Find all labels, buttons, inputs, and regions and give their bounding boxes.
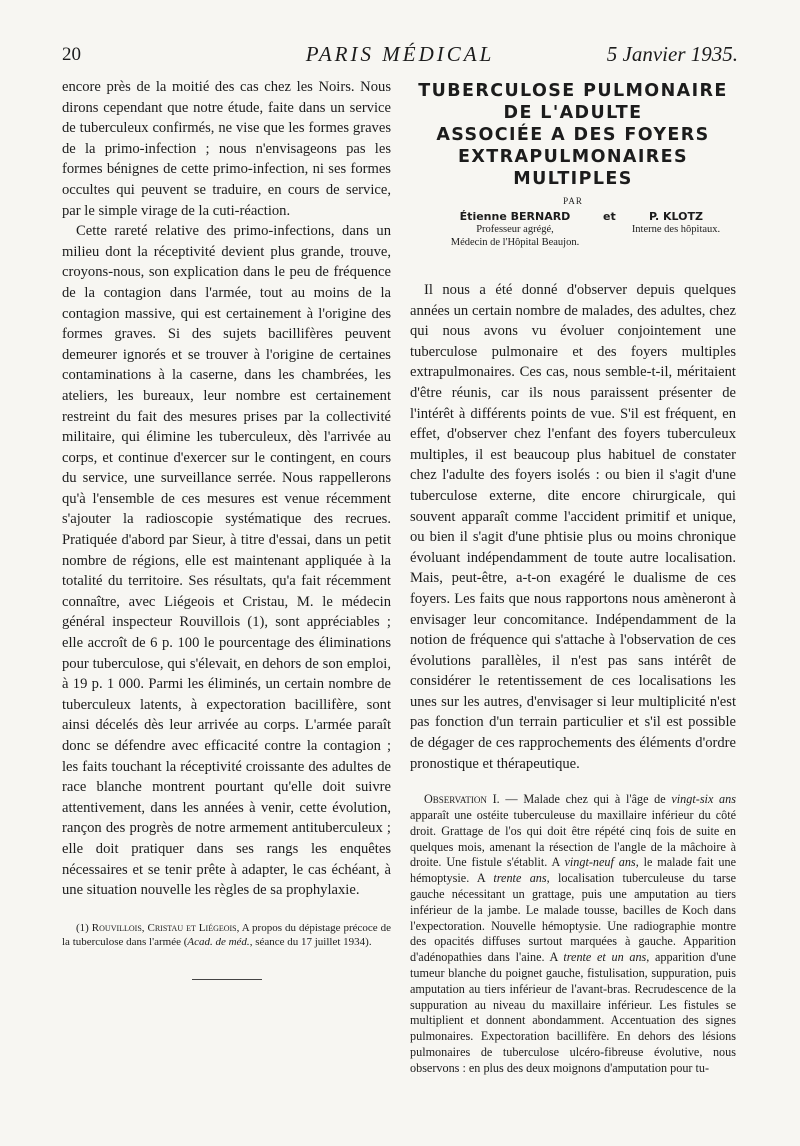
journal-title: PARIS MÉDICAL bbox=[305, 42, 495, 66]
observation-label: Observation I. bbox=[424, 792, 500, 807]
issue-date: 5 Janvier 1935. bbox=[606, 42, 738, 66]
author-conjunction: et bbox=[603, 210, 616, 223]
paragraph: encore près de la moitié des cas chez les Noirs. Nous dirons cependant que notre étude, faite dans un service de tuberculeux confirmés, ne vise que les formes graves de la primo-infection ; nous n'envisageons pas les formes bénignes de cette primo-infection, ni ses formes occultes qui peuvent se traduire, en cours de service, par le simple virage de la cuti-réaction. bbox=[62, 79, 391, 219]
paragraph: Cette rareté relative des primo-infections, dans un milieu dont la réceptivité devient plus grande, trouve, croyons-nous, son explication dans le peu de fréquence de la contagion dans l'armée, tout au moins de la contagion massive, qui est certainement à l'origine des formes graves. Si des sujets bacillifères peuvent demeurer ignorés et se trouver à l'origine de certaines contaminations à la caserne, dans les chambrées, les ateliers, les bureaux, leur nombre est certainement restreint du fait des mesures prises par la collectivité militaire, qui élimine les tuberculeux, dès l'arrivée au corps, et continue d'exercer sur le contingent, en cours du service, une surveillance serrée. Nous rappellerons qu'à l'ensemble de ces mesures est venue récemment s'ajouter la radioscopie systématique des recrues. Pratiquée d'abord par Sieur, à titre d'essai, dans un petit nombre de régions, elle est maintenant appliquée à la totalité du territoire. Ses résultats, qu'a fait récemment connaître, avec Liégeois et Cristau, M. le médecin général inspecteur Rouvillois (1), sont appréciables ; elle accroît de 6 p. 100 le pourcentage des éliminations pour tuberculose, qui s'élevait, en dehors de son emploi, à 19 p. 1 000. Parmi les éliminés, un certain nombre de tuberculeux latents, à expectoration bacillifère, sont ainsi décelés dès leur arrivée au corps. L'armée paraît donc se défendre avec efficacité contre la contagion ; les faits touchant la réceptivité croissante des adultes de race blanche montrent pourtant qu'elle doit suivre attentivement, dans les années à venir, cette évolution, rançon des progrès de notre armement antituberculeux ; elle doit pratiquer dans ses rangs les enquêtes nécessaires et se tenir prête à adapter, le cas échéant, à une situation nouvelle les règles de sa prophylaxie. bbox=[62, 223, 391, 899]
observation-text: — Malade chez qui à l'âge de bbox=[499, 792, 672, 807]
footnote-divider bbox=[192, 979, 262, 980]
footnote-text: , A propos du dépistage précoce de la tuberculose dans l'armée ( bbox=[62, 921, 391, 948]
title-line: DE L'ADULTE bbox=[503, 103, 643, 123]
observation-age: vingt-neuf ans bbox=[564, 855, 636, 870]
right-column bbox=[410, 80, 736, 1077]
footnote bbox=[62, 921, 391, 949]
observation-age: trente et un ans bbox=[563, 950, 647, 965]
author-bernard bbox=[430, 210, 600, 249]
observation-text: , localisation tuberculeuse du tarse gauche nécessitant un grattage, puis une amputation au tiers inférieur de la jambe. Le malade tousse, bacilles de Koch dans l'expectoration. Nouvelle hémoptysie. Une radiographie montre des opacités diffuses surtout marquées à gauche. Apparition d'adénopathies dans l'aine. A bbox=[410, 871, 736, 965]
footnote-authors: Rouvillois, Cristau et Liégeois bbox=[91, 921, 237, 934]
observation-text: , apparition d'une tumeur blanche du poignet gauche, fistulisation, suppuration, puis amputation au tiers inférieur de l'avant-bras. Recrudescence de la suppuration au niveau du maxillaire inférieur. Les fistules se multiplient et donnent abondamment. Accentuation des signes pulmonaires. Expectoration bacillifère. En dehors des lésions pulmonaires de tuberculose ulcéro-fibreuse évolutive, nous observons : en plus des deux moignons d'amputation pour tu- bbox=[410, 950, 736, 1075]
observation-paragraph bbox=[410, 792, 736, 1076]
footnote-marker: (1) bbox=[76, 921, 92, 934]
left-column bbox=[62, 77, 391, 980]
author-role: Professeur agrégé, bbox=[476, 224, 554, 235]
page-header bbox=[60, 42, 740, 70]
author-role: Interne des hôpitaux. bbox=[631, 224, 721, 235]
observation-text: apparaît une ostéite tuberculeuse du maxillaire inférieur du côté droit. Grattage de l'os qui doit être répété cinq fois de suite en quelques mois, amenant la résection de l'angle de la mâchoire à droite. Une fistule s'établit. A bbox=[410, 808, 736, 870]
footnote-text: , séance du 17 juillet 1934). bbox=[249, 935, 372, 948]
author-name: P. KLOTZ bbox=[648, 210, 704, 223]
intro-paragraph: Il nous a été donné d'observer depuis quelques années un certain nombre de malades, des adultes, chez qui nous avons vu évoluer conjointement une tuberculose pulmonaire et des foyers multiples extrapulmonaires. Ces cas, nous semble-t-il, méritaient d'être réunis, car ils nous paraissent présenter de l'intérêt à différents points de vue. S'il est fréquent, en effet, d'observer chez l'enfant des foyers tuberculeux multiples, il est beaucoup plus habituel de constater chez l'adulte des foyers isolés : ou bien il s'agit d'une tuberculose externe, dite encore chirurgicale, qui souvent apparaît comme l'accident primitif et unique, ou bien il s'agit d'une phtisie plus ou moins chronique évoluant indépendamment de toute autre localisation. Mais, peut-être, a-t-on exagéré le dualisme de ces foyers. Les faits que nous rapportons nous amèneront à envisager leur concomitance. Indépendamment de la notion de fréquence qui s'attache à l'observation de ces évolutions parallèles, il n'est pas sans intérêt de considérer le retentissement de ces localisations les unes sur les autres, d'envisager si leur multiplicité n'est pas fonction d'un terrain particulier et s'il est possible de dégager de ces rapprochements des éléments d'ordre pronostique et thérapeutique. bbox=[410, 282, 736, 772]
observation-age: trente ans bbox=[493, 871, 547, 886]
article-title bbox=[410, 80, 736, 190]
observation-age: vingt-six ans bbox=[671, 792, 736, 807]
author-role: Médecin de l'Hôpital Beaujon. bbox=[450, 237, 580, 248]
title-line: TUBERCULOSE PULMONAIRE bbox=[418, 81, 728, 101]
author-klotz bbox=[616, 210, 736, 236]
observation-text: , le malade fait une hémoptysie. A bbox=[410, 855, 737, 886]
footnote-journal: Acad. de méd. bbox=[187, 935, 250, 948]
page-number: 20 bbox=[62, 44, 81, 65]
authors-block bbox=[410, 210, 736, 254]
title-line: EXTRAPULMONAIRES bbox=[457, 147, 689, 167]
title-line: MULTIPLES bbox=[513, 169, 633, 189]
title-line: ASSOCIÉE A DES FOYERS bbox=[436, 125, 710, 145]
author-name: Étienne BERNARD bbox=[459, 210, 571, 223]
by-line-label: PAR bbox=[563, 196, 583, 206]
